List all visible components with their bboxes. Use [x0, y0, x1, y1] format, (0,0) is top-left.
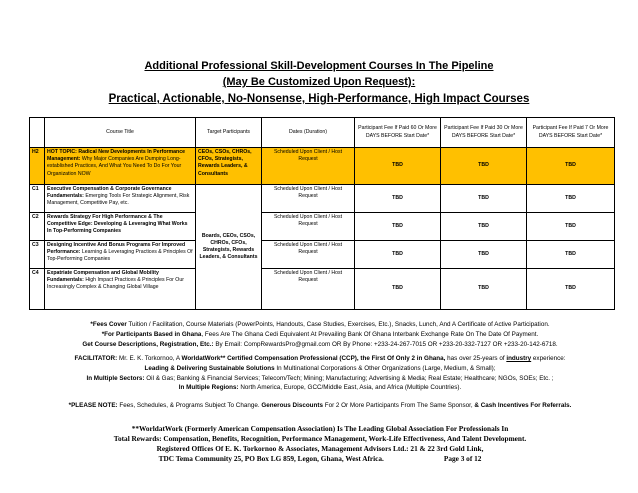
- course-code: C1: [30, 185, 45, 213]
- sectors-line: [20, 374, 620, 384]
- footer-line-3: Registered Offices Of E. K. Torkornoo & Associates, Management Advisors Ltd.: 21 & 22 3rd Gold Link,: [156, 444, 484, 454]
- course-title-rest: Learning & Leveraging Practices & Principles Of Top-Performing Companies: [47, 249, 193, 263]
- facilitator-text: Mr. E. K. Torkornoo, A: [117, 355, 182, 362]
- fee-30-days: TBD: [441, 241, 527, 269]
- course-code: H2: [30, 148, 45, 185]
- course-title-rest: High Impact Practices & Principles For Our Increasingly Complex & Changing Global Village: [47, 277, 184, 291]
- course-code: C2: [30, 213, 45, 241]
- sectors-text: Oil & Gas; Banking & Financial Services; Telecom/Tech; Mining; Manufacturing; Advertising & Media; Real Estate; Healthcare; NGOs, SOEs; Etc. ;: [144, 374, 554, 382]
- please-note-text-2: For 2 Or More Participants From The Same Sponsor,: [322, 402, 475, 409]
- target-participants-shared: Boards, CEOs, CSOs, CHROs, CFOs, Strategists, Rewards Leaders, & Consultants: [196, 185, 262, 310]
- header-fee-60-days: Participant Fee If Paid 60 Or More DAYS BEFORE Start Date*: [355, 118, 441, 148]
- course-title-rest: Emerging Tools For Strategic Alignment, Risk Management, Competitive Pay, etc.: [47, 193, 190, 207]
- fee-7-days: TBD: [527, 269, 615, 310]
- fee-30-days: TBD: [441, 213, 527, 241]
- table-row: [30, 213, 615, 241]
- discounts-bold: Generous Discounts: [261, 402, 323, 409]
- course-title: [45, 148, 196, 185]
- course-title-bold: Expatriate Compensation and Global Mobility Fundamentals:: [47, 270, 159, 284]
- solutions-line: [20, 364, 620, 374]
- header-code: [30, 118, 45, 148]
- course-title-bold: Executive Compensation & Corporate Governance Fundamentals:: [47, 186, 172, 200]
- table-row: [30, 185, 615, 213]
- fee-7-days: TBD: [527, 148, 615, 185]
- facilitator-credential: WorldatWork** Certified Compensation Professional (CCP), the First Of Only 2 in Ghana,: [181, 355, 446, 362]
- course-dates: Scheduled Upon Client / Host Request: [262, 148, 355, 185]
- please-note-label: *PLEASE NOTE:: [68, 402, 118, 409]
- footer-line-4: TDC Tema Community 25, PO Box LG 859, Legon, Ghana, West Africa.: [158, 454, 384, 464]
- facilitator-industry: industry: [506, 355, 532, 362]
- header-fee-7-days: Participant Fee If Paid 7 Or More DAYS BEFORE Start Date*: [527, 118, 615, 148]
- ghana-note-bold: *For Participants Based in Ghana: [101, 330, 202, 338]
- heading-line-2: (May Be Customized Upon Request):: [222, 76, 416, 88]
- header-target-participants: Target Participants: [196, 118, 262, 148]
- header-fee-30-days: Participant Fee If Paid 30 Or More DAYS BEFORE Start Date*: [441, 118, 527, 148]
- course-title: [45, 269, 196, 310]
- fee-7-days: TBD: [527, 185, 615, 213]
- table-row: [30, 241, 615, 269]
- course-code: C3: [30, 241, 45, 269]
- fee-60-days: TBD: [355, 185, 441, 213]
- regions-line: [20, 383, 620, 393]
- course-dates: Scheduled Upon Client / Host Request: [262, 185, 355, 213]
- footer-line-1: **WorldatWork (Formerly American Compensation Association) Is The Leading Global Association For Professionals In: [131, 424, 509, 433]
- fee-60-days: TBD: [355, 241, 441, 269]
- target-participants: CEOs, CSOs, CHROs, CFOs, Strategists, Rewards Leaders, & Consultants: [196, 148, 262, 185]
- fee-7-days: TBD: [527, 241, 615, 269]
- table-row: [30, 148, 615, 185]
- contact-note-bold: Get Course Descriptions, Registration, Etc.:: [82, 340, 214, 348]
- solutions-text: In Multinational Corporations & Other Organizations (Large, Medium, & Small);: [274, 364, 496, 372]
- course-table: [29, 117, 615, 310]
- fees-note-text: Tuition / Facilitation, Course Materials (PowerPoints, Handouts, Case Studies, Exercises, Etc.), Snacks, Lunch, And A Certificate of Active Participation.: [126, 321, 550, 328]
- ghana-note: [20, 330, 620, 340]
- contact-note: [20, 340, 620, 350]
- page-number: Page 3 of 12: [443, 454, 482, 464]
- please-note-line: [20, 401, 620, 411]
- course-title: [45, 185, 196, 213]
- header-dates: Dates (Duration): [262, 118, 355, 148]
- regions-bold: In Multiple Regions:: [178, 384, 239, 392]
- course-title: [45, 213, 196, 241]
- ghana-note-text: , Fees Are The Ghana Cedi Equivalent At Prevailing Bank Of Ghana Interbank Exchange Rate On The Date Of Payment.: [201, 330, 539, 338]
- heading-line-1: Additional Professional Skill-Development Courses In The Pipeline: [144, 60, 494, 72]
- fee-60-days: TBD: [355, 269, 441, 310]
- facilitator-text-3: experience:: [531, 355, 566, 362]
- fee-30-days: TBD: [441, 269, 527, 310]
- fee-30-days: TBD: [441, 148, 527, 185]
- notes-block: [20, 320, 620, 349]
- table-row: [30, 269, 615, 310]
- course-dates: Scheduled Upon Client / Host Request: [262, 241, 355, 269]
- fees-note-bold: *Fees Cover: [90, 321, 127, 328]
- heading-line-3: Practical, Actionable, No-Nonsense, High-Performance, High Impact Courses: [108, 93, 530, 105]
- course-title-rest: Why Major Companies Are Dumping Long-established Practices, And What You Need To Do For Your Organization NOW: [47, 156, 182, 177]
- facilitator-line: [20, 354, 620, 364]
- fee-60-days: TBD: [355, 213, 441, 241]
- fee-30-days: TBD: [441, 185, 527, 213]
- referrals-bold: & Cash Incentives For Referrals.: [474, 402, 572, 409]
- table-header-row: [30, 118, 615, 148]
- sectors-bold: In Multiple Sectors:: [86, 374, 145, 382]
- solutions-bold: Leading & Delivering Sustainable Solutions: [144, 364, 275, 372]
- fee-7-days: TBD: [527, 213, 615, 241]
- fee-60-days: TBD: [355, 148, 441, 185]
- course-dates: Scheduled Upon Client / Host Request: [262, 213, 355, 241]
- course-title-bold: Designing Incentive And Bonus Programs For Improved Performance:: [47, 242, 186, 256]
- course-dates: Scheduled Upon Client / Host Request: [262, 269, 355, 310]
- footer: [20, 424, 620, 464]
- course-title-bold: HOT TOPIC: Radical New Developments In Performance Management:: [47, 149, 185, 163]
- facilitator-block: [20, 354, 620, 393]
- please-note: [20, 401, 620, 411]
- please-note-text: Fees, Schedules, & Programs Subject To Change.: [117, 402, 262, 409]
- course-title: [45, 241, 196, 269]
- course-title-bold: Rewards Strategy For High Performance & The Competitive Edge: Developing & Leveraging What Works In Top-Performing Companies: [47, 214, 188, 235]
- regions-text: North America, Europe, GCC/Middle East, Asia, and Africa (Multiple Countries).: [238, 384, 462, 392]
- fees-note: [20, 320, 620, 330]
- footer-line-2: Total Rewards: Compensation, Benefits, Recognition, Performance Management, Work-Life Effectiveness, And Talent Development.: [113, 434, 527, 444]
- facilitator-text-2: has over 25-years of: [445, 355, 507, 362]
- footer-line-4-wrap: [20, 454, 620, 464]
- contact-note-text: By Email: CompRewardsPro@gmail.com OR By Phone: +233-24-267-7015 OR +233-20-332-7127 OR +233-20-142-6718.: [213, 340, 558, 348]
- header-course-title: Course Title: [45, 118, 196, 148]
- course-code: C4: [30, 269, 45, 310]
- facilitator-label: FACILITATOR:: [74, 355, 118, 362]
